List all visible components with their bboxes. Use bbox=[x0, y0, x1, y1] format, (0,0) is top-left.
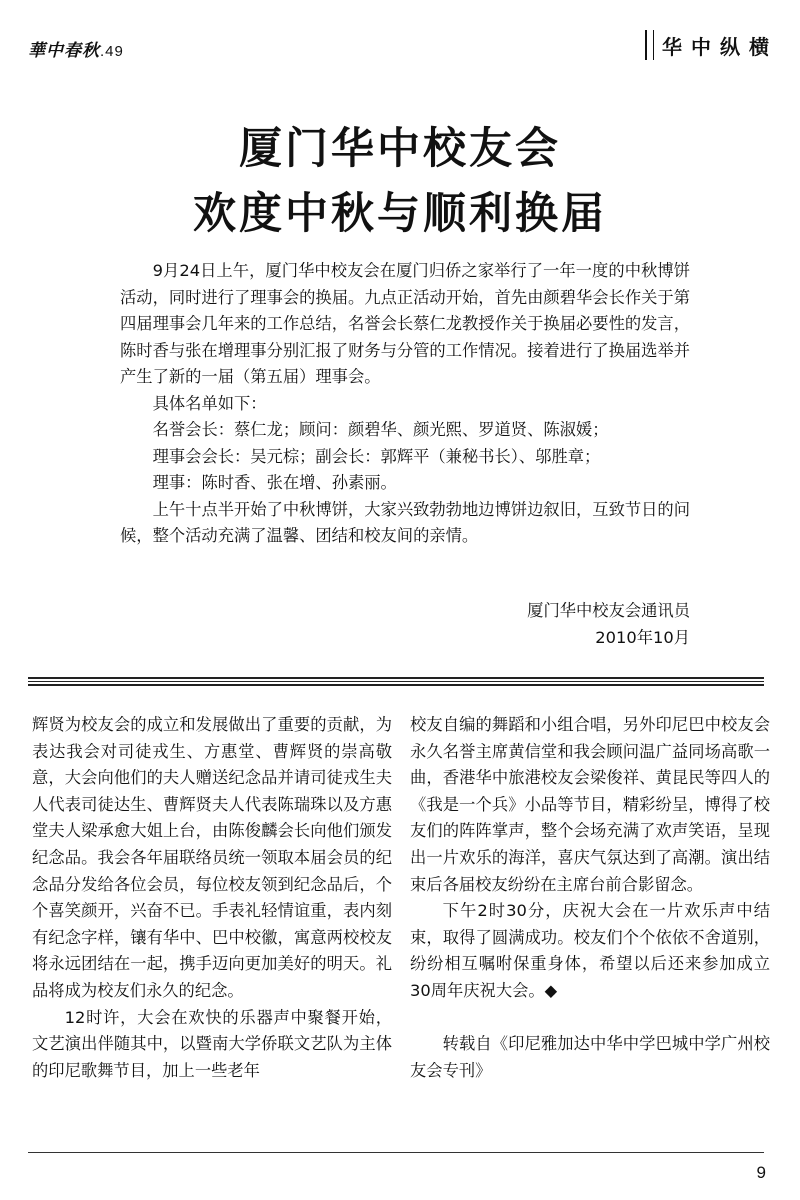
divider bbox=[28, 681, 764, 682]
article-signature: 厦门华中校友会通讯员 bbox=[527, 601, 690, 620]
list-item: 理事会会长：吴元棕；副会长：郭辉平（兼秘书长）、邬胜章； bbox=[152, 446, 601, 466]
section-bars-icon bbox=[645, 30, 654, 60]
divider bbox=[28, 684, 764, 686]
section-title: 华中纵横 bbox=[662, 34, 778, 59]
section-header bbox=[645, 30, 778, 60]
spacer bbox=[410, 1005, 770, 1032]
source-note: 转载自《印尼雅加达中华中学巴城中学广州校友会专刊》 bbox=[410, 1034, 770, 1080]
list-item: 理事：陈时香、张在增、孙素丽。 bbox=[152, 473, 397, 492]
masthead: 華中春秋.49 bbox=[28, 41, 124, 61]
article-paragraph: 上午十点半开始了中秋博饼，大家兴致勃勃地边博饼边叙旧，互致节日的问候，整个活动充满了温馨、团结和校友间的亲情。 bbox=[120, 499, 690, 545]
column-paragraph: 下午2时30分，庆祝大会在一片欢乐声中结束，取得了圆满成功。校友们个个依依不舍道别，纷纷相互嘱咐保重身体，希望以后还来参加成立30周年庆祝大会。◆ bbox=[410, 901, 770, 1000]
column-paragraph: 校友自编的舞蹈和小组合唱，另外印尼巴中校友会永久名誉主席黄信堂和我会顾问温广益同场高歌一曲，香港华中旅港校友会梁俊祥、黄昆民等四人的《我是一个兵》小品等节目，精彩纷呈，博得了校友们的阵阵掌声，整个会场充满了欢声笑语，呈现出一片欢乐的海洋，喜庆气氛达到了高潮。演出结束后各届校友纷纷在主席台前合影留念。 bbox=[410, 715, 770, 894]
list-intro: 具体名单如下： bbox=[152, 393, 267, 413]
list-item: 名誉会长：蔡仁龙；顾问：颜碧华、颜光熙、罗道贤、陈淑媛； bbox=[152, 420, 609, 439]
left-column bbox=[32, 712, 392, 1084]
magazine-name: 華中春秋 bbox=[28, 41, 100, 61]
article-date: 2010年10月 bbox=[595, 628, 690, 647]
divider bbox=[28, 677, 764, 679]
article-title-line2: 欢度中秋与顺利换届 bbox=[193, 189, 607, 239]
issue-number: 49 bbox=[105, 43, 124, 60]
footer-rule bbox=[28, 1152, 764, 1153]
column-paragraph: 12时许，大会在欢快的乐器声中聚餐开始，文艺演出伴随其中，以暨南大学侨联文艺队为主体的印尼歌舞节目，加上一些老年 bbox=[32, 1007, 392, 1080]
article-body bbox=[120, 258, 690, 550]
article-title-line1: 厦门华中校友会 bbox=[239, 124, 561, 174]
right-column bbox=[410, 712, 770, 1084]
column-paragraph: 辉贤为校友会的成立和发展做出了重要的贡献，为表达我会对司徒戎生、方惠堂、曹辉贤的崇高敬意，大会向他们的夫人赠送纪念品并请司徒戎生夫人代表司徒达生、曹辉贤夫人代表陈瑞珠以及方惠堂夫人梁承愈大姐上台，由陈俊麟会长向他们颁发纪念品。我会各年届联络员统一领取本届会员的纪念品分发给各位会员，每位校友领到纪念品后，个个喜笑颜开，兴奋不已。手表礼轻情谊重，表内刻有纪念字样，镶有华中、巴中校徽，寓意两校校友将永远团结在一起，携手迈向更加美好的明天。礼品将成为校友们永久的纪念。 bbox=[32, 715, 392, 1000]
page-number: 9 bbox=[756, 1163, 766, 1182]
article-paragraph: 9月24日上午，厦门华中校友会在厦门归侨之家举行了一年一度的中秋博饼活动，同时进行了理事会的换届。九点正活动开始，首先由颜碧华会长作关于第四届理事会几年来的工作总结，名誉会长蔡仁龙教授作关于换届必要性的发言，陈时香与张在增理事分别汇报了财务与分管的工作情况。接着进行了换届选举并产生了新的一届（第五届）理事会。 bbox=[120, 261, 690, 386]
